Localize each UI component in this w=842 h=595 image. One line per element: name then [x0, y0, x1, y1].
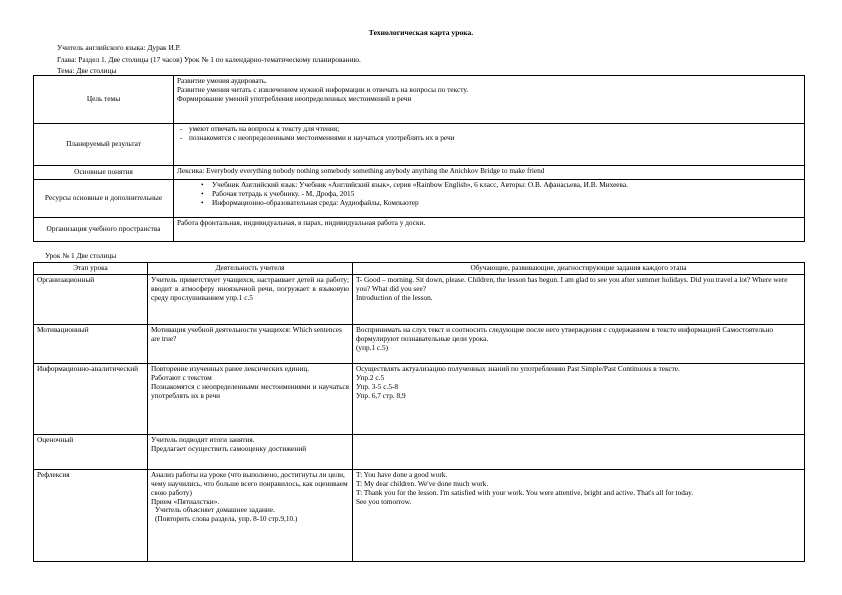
document-title: Технологическая карта урока. [368, 28, 474, 37]
cell-line: Осуществлять актуализацию полученных знаний по употреблению Past Simple/Past Continuous в тексте. [356, 363, 680, 373]
info-label: Основные понятия [34, 166, 174, 180]
cell-line: Упр. 6,7 стр. 8,9 [356, 390, 406, 400]
info-line: • Информационно-образовательная среда: Аудиофайлы, Компьютер [177, 199, 801, 208]
cell-line: (упр.1 с.5) [356, 342, 389, 352]
tasks-cell [353, 363, 805, 434]
stages-table [33, 262, 805, 562]
table-header-row [34, 263, 805, 275]
table-row [34, 363, 805, 434]
info-value [174, 76, 805, 124]
cell-line: T: Thank you for the lesson. I'm satisfied with your work. You were attentive, bright and active. That's all for today. [356, 487, 694, 497]
info-label: Организация учебного пространства [34, 218, 174, 242]
info-value [174, 124, 805, 166]
cell-line: Учитель приветствует учащихся, настраивает детей на работу; вводит в атмосферу иноязычной речи, погружает в языковую среду прослушиванием упр.1 с.5 [151, 274, 349, 302]
cell-line: See you tomorrow. [356, 496, 412, 506]
info-line: • Учебник Английский язык: Учебник «Английский язык», серия «Rainbow English», 6 класс, Авторы: О.В. Афанасьева, И.В. Михеева. [177, 181, 801, 190]
info-row-organization [34, 218, 805, 242]
tasks-cell [353, 324, 805, 363]
info-label: Ресурсы основные и дополнительные [34, 180, 174, 218]
lesson-caption: Урок № 1 Две столицы [45, 251, 117, 260]
cell-line: Работают с текстом [151, 372, 212, 382]
cell-line: Introduction of the lesson. [356, 292, 433, 302]
tasks-cell [353, 434, 805, 469]
cell-line: Воспринимать на слух текст и соотносить следующие после него утверждения с содержанием в тексте информацией Самостоятельно формулируют познавательные цели урока. [356, 324, 774, 343]
tasks-cell [353, 274, 805, 324]
info-row-result [34, 124, 805, 166]
cell-line: T: You have done a good work. [356, 469, 448, 479]
table-row [34, 434, 805, 469]
table-row [34, 274, 805, 324]
info-line: Развитие умения читать с извлечением нужной информации и отвечать на вопросы по тексту. [177, 84, 469, 94]
cell-line: Предлагает осуществить самооценку достижений [151, 443, 307, 453]
info-label: Цель темы [34, 76, 174, 124]
teacher-cell [148, 469, 353, 561]
topic-line: Тема: Две столицы [57, 66, 117, 75]
teacher-cell [148, 363, 353, 434]
info-row-goal [34, 76, 805, 124]
teacher-cell [148, 434, 353, 469]
column-header: Деятельность учителя [148, 263, 353, 275]
teacher-cell [148, 324, 353, 363]
info-line: - познакомятся с неопределенными местоимениями и научаться употреблять их в речи [177, 134, 801, 143]
stage-cell: Информационно-аналитический [34, 363, 148, 434]
column-header: Обучающие, развивающие, диагностирующие задания каждого этапа [353, 263, 805, 275]
stage-cell: Мотивационный [34, 324, 148, 363]
stage-cell: Оценочный [34, 434, 148, 469]
info-row-concepts [34, 166, 805, 180]
cell-line: Анализ работы на уроке (что выполнено, достигнуты ли цели, чему научились, что больше всего понравилось, как оцениваем свою работу) [151, 469, 348, 497]
info-line: Развитие умения аудировать. [177, 76, 267, 85]
cell-line: Повторение изученных ранее лексических единиц. [151, 363, 310, 373]
cell-line: (Повторить слова раздела, упр. 8-10 стр.9,10.) [155, 514, 298, 524]
column-header: Этап урока [34, 263, 148, 275]
cell-line: Мотивация учебной деятельности учащихся: Which sentences are true? [151, 324, 342, 343]
stage-cell: Рефлексия [34, 469, 148, 561]
info-value: Лексика: Everybody everything nobody nothing somebody something anybody anything the Anichkov Bridge to make friend [174, 166, 805, 180]
cell-line: Познакомятся с неопределенными местоимениями и научаться употреблять их в речи [151, 381, 349, 400]
cell-line: T: My dear children. We've done much work. [356, 478, 489, 488]
cell-line: Учитель объясняет домашнее задание. [155, 505, 275, 515]
info-table [33, 75, 805, 242]
cell-line: Учитель подводит итоги занятия. [151, 434, 255, 444]
tasks-cell [353, 469, 805, 561]
info-row-resources [34, 180, 805, 218]
cell-line: Упр. 3-5 с.5-8 [356, 381, 399, 391]
info-line: - умеют отвечать на вопросы к тексту для чтения; [177, 125, 801, 134]
info-value [174, 180, 805, 218]
info-label: Планируемый результат [34, 124, 174, 166]
stage-cell: Организационный [34, 274, 148, 324]
info-line: • Рабочая тетрадь к учебнику. - М, Дрофа, 2015 [177, 190, 801, 199]
info-value: Работа фронтальная, индивидуальная, в парах, индивидуальная работа у доски. [174, 218, 805, 242]
table-row [34, 324, 805, 363]
chapter-line: Глава: Раздел 1. Две столицы (17 часов) Урок № 1 по календарно-тематическому планированию. [57, 55, 361, 64]
teacher-line: Учитель английского языка: Дурак И.Р. [57, 43, 181, 52]
table-row [34, 469, 805, 561]
cell-line: Прием «Пятиалстки». [151, 496, 220, 506]
cell-line: Упр.2 с.5 [356, 372, 385, 382]
info-line: Формирование умений употребления неопределенных местоимений в речи [177, 93, 412, 103]
cell-line: T- Good – morning. Sit down, please. Children, the lesson has begun. I am glad to see you after summer holidays. Did you travel a lot? Where were you? What did you see? [356, 274, 788, 293]
teacher-cell [148, 274, 353, 324]
